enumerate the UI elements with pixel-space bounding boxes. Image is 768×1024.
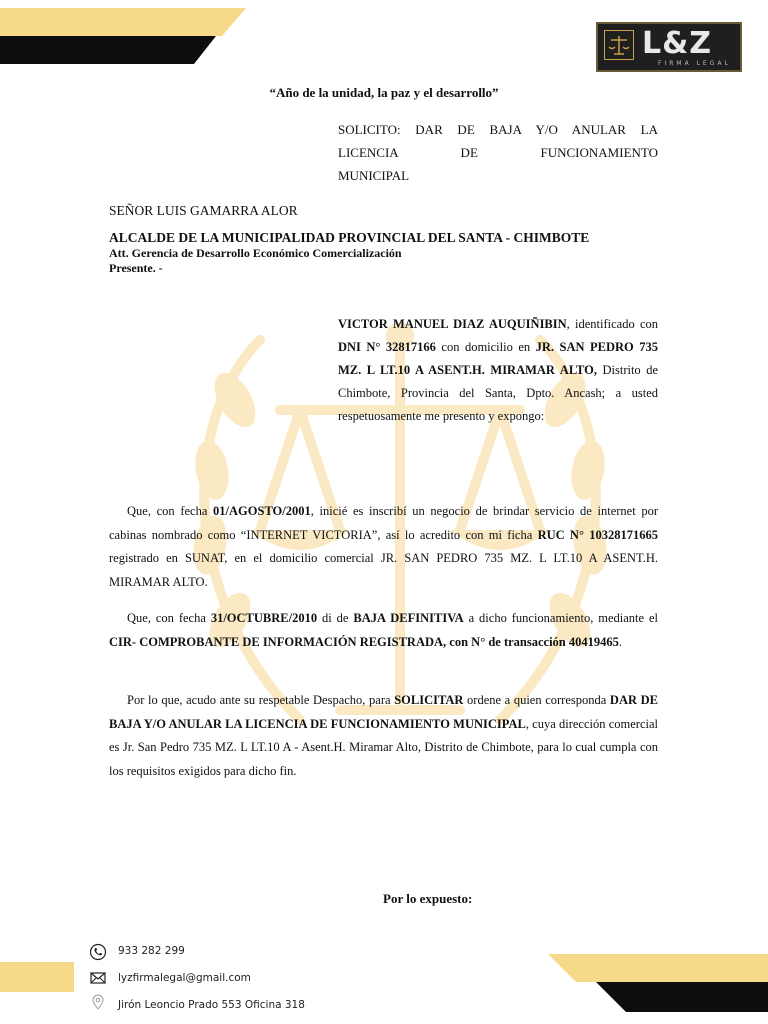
closing-line: Por lo expuesto: (383, 891, 473, 906)
applicant-name: VICTOR MANUEL DIAZ AUQUIÑIBIN (338, 317, 567, 331)
intro-text-3: Distrito de Chimbote, Provincia del Santa, Dpto. Ancash; a usted respetuosamente me presento y expongo: (338, 363, 658, 423)
ruc-number: RUC N° 10328171665 (537, 527, 658, 542)
intro-paragraph (338, 313, 658, 428)
request-subject: DAR DE BAJA Y/O ANULAR LA LICENCIA DE FUNCIONAMIENTO MUNICIPAL (109, 693, 658, 731)
p2-text-1: Que, con fecha (127, 611, 211, 625)
p1-text-1: Que, con fecha (127, 504, 214, 518)
baja-definitiva: BAJA DEFINITIVA (353, 611, 464, 625)
p2-text-2: di de (317, 611, 354, 625)
p3-text-1: Por lo que, acudo ante su respetable Despacho, para (127, 693, 395, 707)
scale-emblem-icon (604, 30, 634, 60)
top-left-decoration (0, 0, 260, 70)
solicito-block (338, 118, 658, 187)
addressee-name: SEÑOR LUIS GAMARRA ALOR (109, 203, 298, 218)
logo-text: L&Z (642, 26, 713, 61)
end-date: 31/OCTUBRE/2010 (210, 611, 318, 625)
mail-icon (89, 969, 107, 987)
addressee-title: ALCALDE DE LA MUNICIPALIDAD PROVINCIAL DEL SANTA - CHIMBOTE (109, 230, 590, 245)
footer-phone[interactable]: 933 282 299 (118, 945, 185, 957)
applicant-address: JR. SAN PEDRO 735 MZ. L LT.10 A ASENT.H. MIRAMAR ALTO, (338, 340, 658, 377)
p1-text-2: , inicié es inscribí un negocio de brindar servicio de internet por cabinas nombrado como “INTERNET VICTORIA”, así lo acredito con mi ficha (109, 504, 659, 542)
solicitar-word: SOLICITAR (394, 693, 464, 707)
firm-logo (596, 22, 742, 72)
p3-text-2: ordene a quien corresponda (463, 693, 610, 707)
solicito-line-1: SOLICITO: DAR DE BAJA Y/O ANULAR LA (338, 122, 658, 137)
cir-reference: CIR- COMPROBANTE DE INFORMACIÓN REGISTRADA, con N° de transacción 40419465 (109, 634, 619, 649)
solicito-line-2: LICENCIA DE FUNCIONAMIENTO (338, 145, 658, 160)
addressee-att: Att. Gerencia de Desarrollo Económico Comercialización (109, 246, 402, 260)
addressee-presente: Presente. - (109, 261, 163, 275)
p3-text-3: , cuya dirección comercial es Jr. San Pedro 735 MZ. L LT.10 A - Asent.H. Miramar Alto, Distrito de Chimbote, para lo cual cumpla con los requisitos exigidos para dicho fin. (109, 716, 658, 778)
intro-text-1: , identificado con (566, 317, 658, 331)
p2-text-3: a dicho funcionamiento, mediante el (463, 611, 659, 625)
p1-text-3: registrado en SUNAT, en el domicilio comercial JR. SAN PEDRO 735 MZ. L LT.10 A ASENT.H. MIRAMAR ALTO. (109, 551, 658, 589)
phone-icon (89, 943, 107, 961)
paragraph-1 (109, 500, 658, 594)
paragraph-2 (109, 607, 658, 654)
dni-number: DNI N° 32817166 (338, 340, 436, 354)
bottom-left-decoration (0, 960, 80, 994)
paragraph-3 (109, 689, 658, 783)
footer-address: Jirón Leoncio Prado 553 Oficina 318 (118, 999, 305, 1011)
intro-text-2: con domicilio en (435, 340, 536, 354)
logo-subtitle: FIRMA LEGAL (658, 60, 731, 67)
p2-text-4: . (618, 634, 622, 649)
footer-email[interactable]: lyzfirmalegal@gmail.com (118, 972, 251, 984)
location-pin-icon (89, 993, 107, 1011)
year-motto: “Año de la unidad, la paz y el desarrollo” (269, 85, 499, 100)
bottom-right-decoration (540, 950, 768, 1024)
solicito-line-3: MUNICIPAL (338, 168, 410, 183)
start-date: 01/AGOSTO/2001 (213, 504, 311, 518)
